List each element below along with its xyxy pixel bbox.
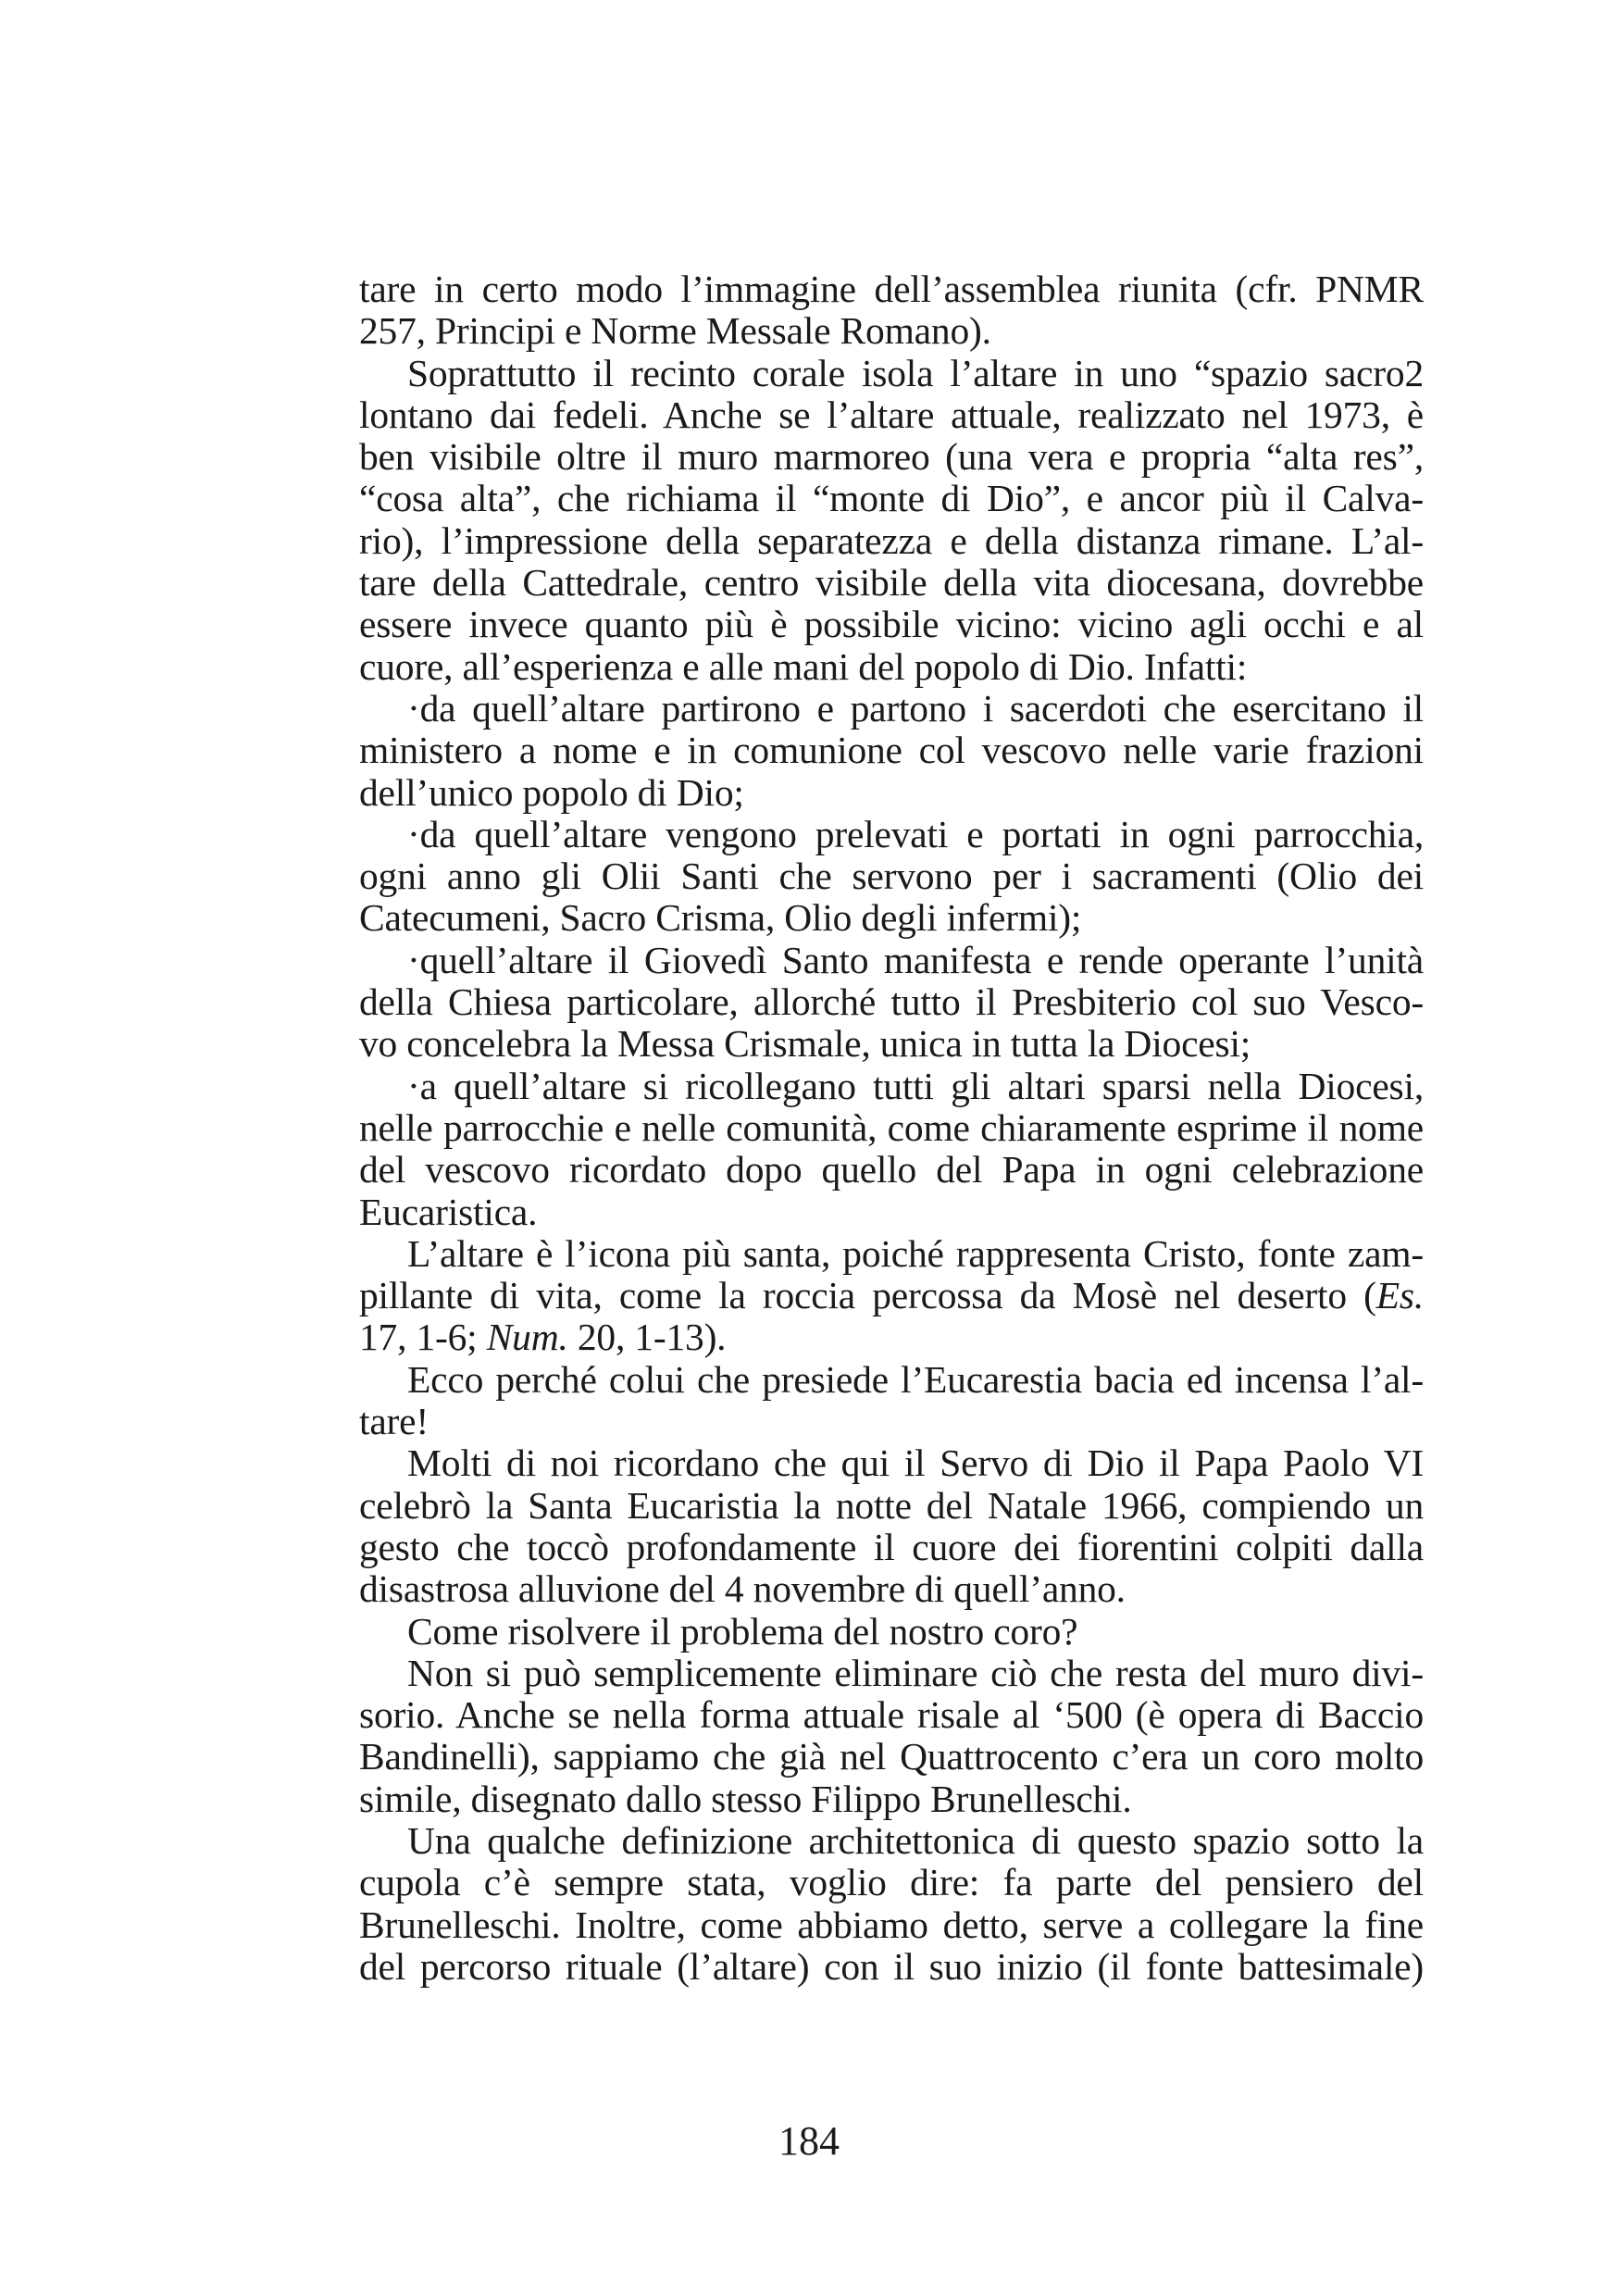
- text-line: rio), l’impressione della separatezza e della distanza rimane. L’al-: [359, 518, 1424, 562]
- text-line: del percorso rituale (l’altare) con il suo inizio (il fonte battesimale): [359, 1944, 1424, 1988]
- page-number: 184: [778, 2118, 840, 2164]
- text-line: Non si può semplicemente eliminare ciò che resta del muro divi-: [407, 1651, 1424, 1694]
- text-line: ·da quell’altare partirono e partono i sacerdoti che esercitano il: [407, 686, 1424, 730]
- text-line: Brunelleschi. Inoltre, come abbiamo detto, serve a collegare la fine: [359, 1903, 1424, 1946]
- text-line: Molti di noi ricordano che qui il Servo di Dio il Papa Paolo VI: [407, 1441, 1424, 1485]
- text-line: della Chiesa particolare, allorché tutto il Presbiterio col suo Vesco-: [359, 980, 1424, 1024]
- text-line: tare in certo modo l’immagine dell’assemblea riunita (cfr. PNMR: [359, 268, 1424, 310]
- text-line: gesto che toccò profondamente il cuore dei fiorentini colpiti dalla: [359, 1525, 1424, 1568]
- text-line: lontano dai fedeli. Anche se l’altare attuale, realizzato nel 1973, è: [359, 393, 1424, 436]
- text-line: ·a quell’altare si ricollegano tutti gli altari sparsi nella Diocesi,: [407, 1064, 1424, 1107]
- text-line: Catecumeni, Sacro Crisma, Olio degli infermi);: [359, 896, 1082, 940]
- text-line: nelle parrocchie e nelle comunità, come chiaramente esprime il nome: [359, 1105, 1424, 1149]
- text-line: Eucaristica.: [359, 1190, 538, 1233]
- text-line: Soprattutto il recinto corale isola l’altare in uno “spazio sacro2: [407, 351, 1424, 394]
- text-line: ogni anno gli Olii Santi che servono per i sacramenti (Olio dei: [359, 855, 1424, 898]
- text-line: vo concelebra la Messa Crismale, unica in tutta la Diocesi;: [359, 1022, 1251, 1066]
- text-line: essere invece quanto più è possibile vicino: vicino agli occhi e al: [359, 603, 1424, 646]
- text-line: pillante di vita, come la roccia percossa da Mosè nel deserto (Es.: [359, 1274, 1424, 1317]
- text-line: Ecco perché colui che presiede l’Eucarestia bacia ed incensa l’al-: [407, 1357, 1424, 1401]
- text-line: 17, 1-6; Num. 20, 1-13).: [359, 1316, 727, 1359]
- text-line: disastrosa alluvione del 4 novembre di quell’anno.: [359, 1567, 1126, 1611]
- text-line: ·da quell’altare vengono prelevati e portati in ogni parrocchia,: [407, 812, 1424, 855]
- book-abbrev: Num.: [486, 1316, 568, 1359]
- text-line: L’altare è l’icona più santa, poiché rappresenta Cristo, fonte zam-: [407, 1231, 1424, 1275]
- text-line: tare della Cattedrale, centro visibile della vita diocesana, dovrebbe: [359, 561, 1424, 605]
- text-line: ·quell’altare il Giovedì Santo manifesta e rende operante l’unità: [407, 938, 1424, 981]
- body-text: [359, 268, 1424, 1988]
- text-line: cuore, all’esperienza e alle mani del popolo di Dio. Infatti:: [359, 644, 1248, 688]
- text-line: simile, disegnato dallo stesso Filippo Brunelleschi.: [359, 1777, 1132, 1820]
- text-line: “cosa alta”, che richiama il “monte di Dio”, e ancor più il Calva-: [359, 477, 1424, 520]
- text-line: ministero a nome e in comunione col vescovo nelle varie frazioni: [359, 729, 1424, 772]
- text-line: Come risolvere il problema del nostro coro?: [407, 1609, 1078, 1653]
- text-line: cupola c’è sempre stata, voglio dire: fa parte del pensiero del: [359, 1861, 1424, 1904]
- text-line: tare!: [359, 1400, 429, 1443]
- text-line: del vescovo ricordato dopo quello del Papa in ogni celebrazione: [359, 1148, 1424, 1192]
- text-line: sorio. Anche se nella forma attuale risale al ‘500 (è opera di Baccio: [359, 1693, 1424, 1737]
- book-abbrev: Es.: [1375, 1274, 1424, 1317]
- text-line: Una qualche definizione architettonica di questo spazio sotto la: [407, 1818, 1424, 1862]
- text-line: celebrò la Santa Eucaristia la notte del Natale 1966, compiendo un: [359, 1483, 1424, 1527]
- text-line: ben visibile oltre il muro marmoreo (una vera e propria “alta res”,: [359, 435, 1424, 479]
- text-line: dell’unico popolo di Dio;: [359, 770, 744, 814]
- text-line: 257, Principi e Norme Messale Romano).: [359, 309, 991, 353]
- text-line: Bandinelli), sappiamo che già nel Quattrocento c’era un coro molto: [359, 1735, 1424, 1778]
